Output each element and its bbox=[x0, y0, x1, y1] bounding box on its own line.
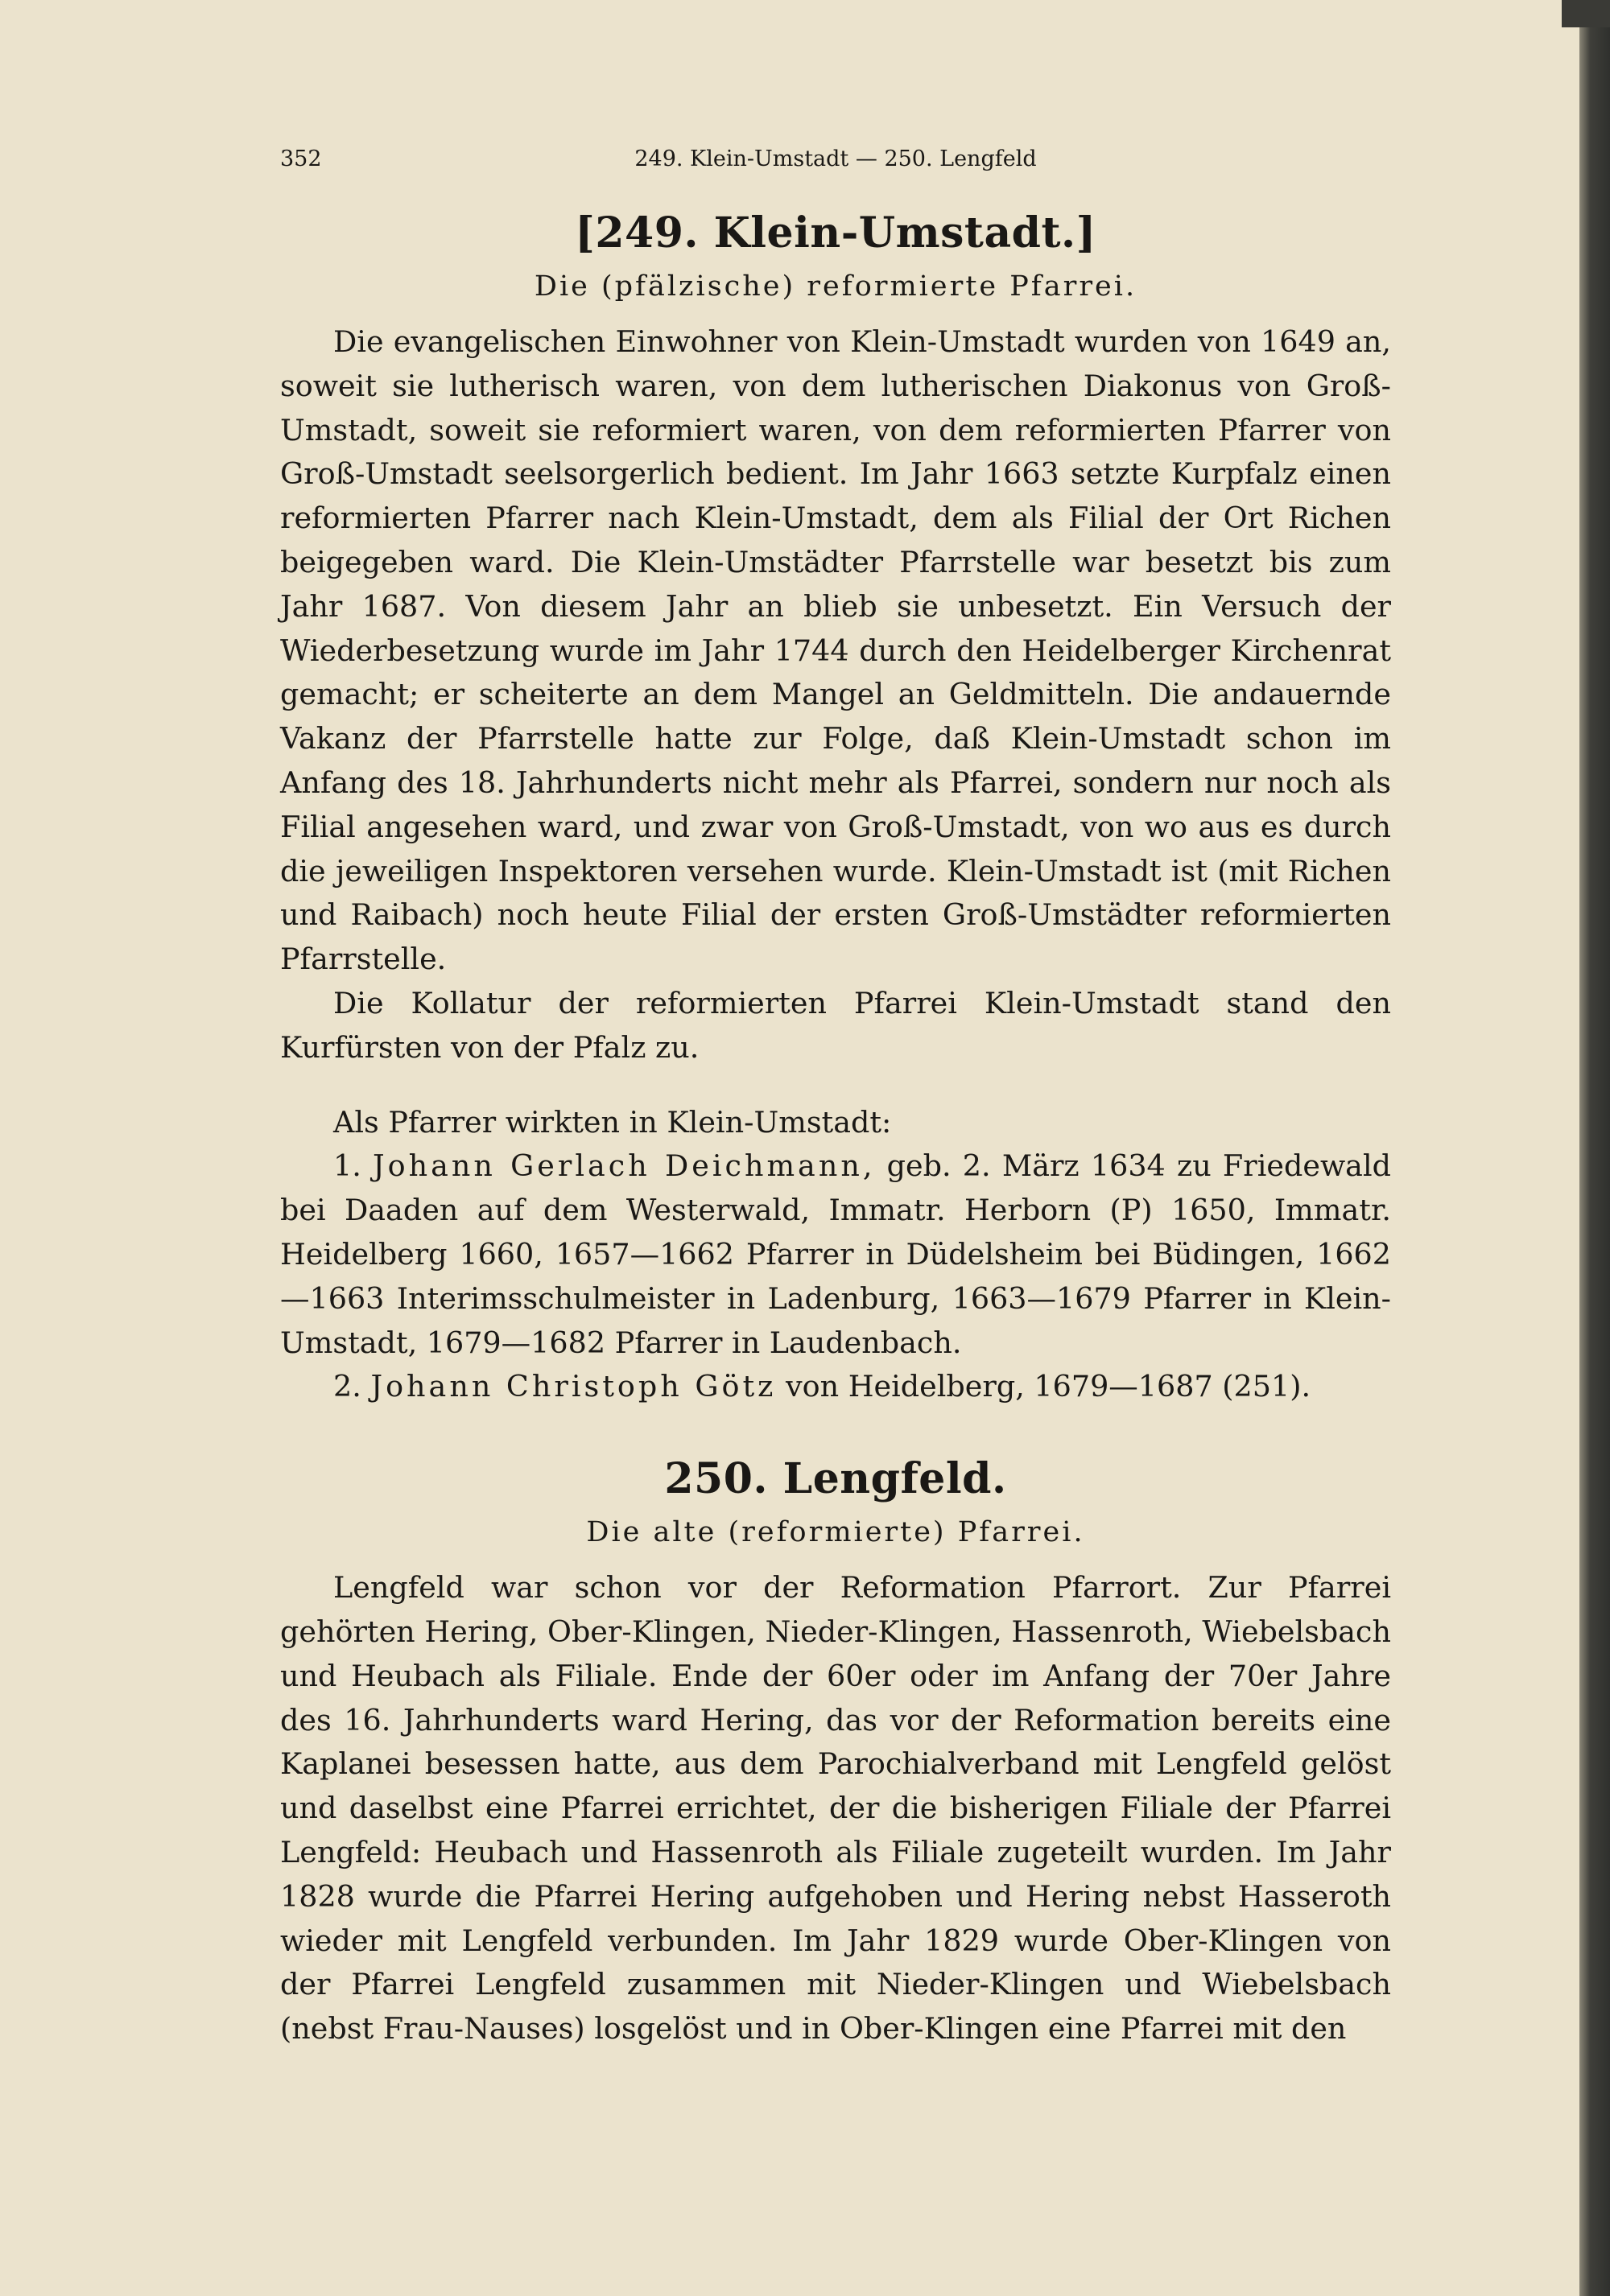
pastor-number: 1. bbox=[333, 1148, 361, 1184]
page-number: 352 bbox=[280, 146, 322, 171]
paragraph-history-lengfeld: Lengfeld war schon vor der Reformation Pfarrort. Zur Pfarrei gehörten Hering, Ober-Klingen, Nieder-Klingen, Hassenroth, Wiebelsbach und Heubach als Filiale. Ende der 60er oder im Anfang der 70er Jahre des 16. Jahrhunderts ward Hering, das vor der Reformation bereits eine Kaplanei besessen hatte, aus dem Parochialverband mit Lengfeld gelöst und daselbst eine Pfarrei errichtet, der die bisherigen Filiale der Pfarrei Lengfeld: Heubach und Hassenroth als Filiale zugeteilt wurden. Im Jahr 1828 wurde die Pfarrei Hering aufgehoben und Hering nebst Hasseroth wieder mit Lengfeld verbunden. Im Jahr 1829 wurde Ober-Klingen von der Pfarrei Lengfeld zusammen mit Nieder-Klingen und Wiebelsbach (nebst Frau-Nauses) losgelöst und in Ober-Klingen eine Pfarrei mit den bbox=[280, 1570, 1391, 2047]
book-spine-edge bbox=[1579, 0, 1610, 2296]
pastor-details: von Heidelberg, 1679—1687 (251). bbox=[785, 1369, 1311, 1404]
section-title-lengfeld: 250. Lengfeld. bbox=[664, 1454, 1007, 1504]
section-subtitle-lengfeld: Die alte (reformierte) Pfarrei. bbox=[586, 1516, 1085, 1549]
pastor-entry bbox=[280, 1365, 1391, 1409]
pastor-number: 2. bbox=[333, 1369, 361, 1404]
section-title-klein-umstadt: [249. Klein-Umstadt.] bbox=[575, 208, 1096, 258]
pastors-intro: Als Pfarrer wirkten in Klein-Umstadt: bbox=[333, 1104, 892, 1140]
scan-corner bbox=[1562, 0, 1610, 27]
section-subtitle-klein-umstadt: Die (pfälzische) reformierte Pfarrei. bbox=[534, 270, 1137, 303]
page-header bbox=[280, 146, 1391, 182]
paragraph-history-klein-umstadt: Die evangelischen Einwohner von Klein-Umstadt wurden von 1649 an, soweit sie lutherisch waren, von dem lutherischen Diakonus von Groß-Umstadt, soweit sie reformiert waren, von dem reformierten Pfarrer von Groß-Umstadt seelsorgerlich bedient. Im Jahr 1663 setzte Kurpfalz einen reformierten Pfarrer nach Klein-Umstadt, dem als Filial der Ort Richen beigegeben ward. Die Klein-Umstädter Pfarrstelle war besetzt bis zum Jahr 1687. Von diesem Jahr an blieb sie unbesetzt. Ein Versuch der Wiederbesetzung wurde im Jahr 1744 durch den Heidelberger Kirchenrat gemacht; er scheiterte an dem Mangel an Geldmitteln. Die andauernde Vakanz der Pfarrstelle hatte zur Folge, daß Klein-Umstadt schon im Anfang des 18. Jahrhunderts nicht mehr als Pfarrei, sondern nur noch als Filial angesehen ward, und zwar von Groß-Umstadt, von wo aus es durch die jeweiligen Inspektoren versehen wurde. Klein-Umstadt ist (mit Richen und Raibach) noch heute Filial der ersten Groß-Umstädter reformierten Pfarrstelle. bbox=[280, 324, 1391, 977]
pastor-entry bbox=[280, 1144, 1391, 1365]
paragraph-kollatur: Die Kollatur der reformierten Pfarrei Klein-Umstadt stand den Kurfürsten von der Pfalz zu. bbox=[280, 985, 1391, 1065]
page-body bbox=[280, 197, 1391, 2051]
running-title: 249. Klein-Umstadt — 250. Lengfeld bbox=[634, 146, 1037, 171]
pastor-details: geb. 2. März 1634 zu Friedewald bei Daaden auf dem Westerwald, Immatr. Herborn (P) 1650, Immatr. Heidelberg 1660, 1657—1662 Pfarrer in Düdelsheim bei Büdingen, 1662—1663 Interimsschulmeister in Ladenburg, 1663—1679 Pfarrer in Klein-Umstadt, 1679—1682 Pfarrer in Laudenbach. bbox=[280, 1148, 1391, 1360]
pastor-name: Johann Christoph Götz bbox=[370, 1369, 777, 1404]
pastor-name: Johann Gerlach Deichmann, bbox=[373, 1148, 876, 1184]
